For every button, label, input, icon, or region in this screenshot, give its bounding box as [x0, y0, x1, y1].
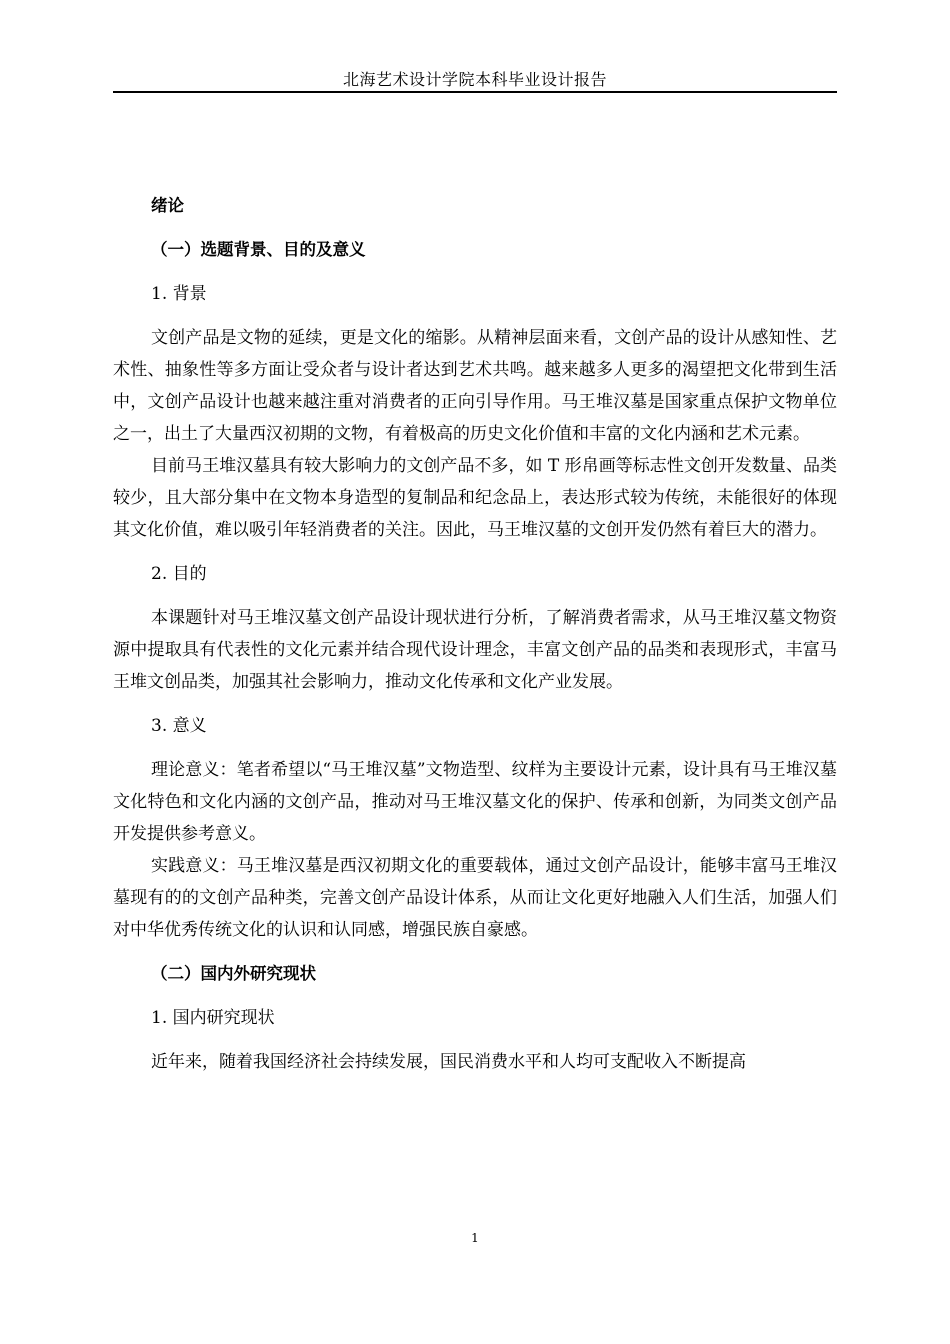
page-number: 1: [471, 1231, 479, 1245]
subsection-heading-domestic: 1. 国内研究现状: [151, 1008, 275, 1028]
subsection-heading-background: 1. 背景: [151, 284, 207, 304]
section-heading-research-status: （二）国内外研究现状: [151, 964, 316, 983]
chapter-title: 绪论: [151, 196, 184, 215]
header-divider: [113, 91, 837, 93]
paragraph: 文创产品是文物的延续，更是文化的缩影。从精神层面来看，文创产品的设计从感知性、艺术性、抽象性等多方面让受众者与设计者达到艺术共鸣。越来越多人更多的渴望把文化带到生活中，文创产品设计也越来越注重对消费者的正向引导作用。马王堆汉墓是国家重点保护文物单位之一，出土了大量西汉初期的文物，有着极高的历史文化价值和丰富的文化内涵和艺术元素。: [113, 328, 837, 444]
subsection-heading-purpose: 2. 目的: [151, 564, 207, 584]
paragraph: 实践意义：马王堆汉墓是西汉初期文化的重要载体，通过文创产品设计，能够丰富马王堆汉墓现有的的文创产品种类，完善文创产品设计体系，从而让文化更好地融入人们生活，加强人们对中华优秀传统文化的认识和认同感，增强民族自豪感。: [113, 856, 837, 940]
paragraph: 本课题针对马王堆汉墓文创产品设计现状进行分析，了解消费者需求，从马王堆汉墓文物资源中提取具有代表性的文化元素并结合现代设计理念，丰富文创产品的品类和表现形式，丰富马王堆文创品类，加强其社会影响力，推动文化传承和文化产业发展。: [113, 608, 837, 692]
document-body: [113, 190, 837, 1078]
page-header: 北海艺术设计学院本科毕业设计报告: [342, 70, 607, 89]
paragraph: 近年来，随着我国经济社会持续发展，国民消费水平和人均可支配收入不断提高: [151, 1052, 746, 1072]
subsection-heading-significance: 3. 意义: [151, 716, 207, 736]
paragraph: 目前马王堆汉墓具有较大影响力的文创产品不多，如 T 形帛画等标志性文创开发数量、品类较少，且大部分集中在文物本身造型的复制品和纪念品上，表达形式较为传统，未能很好的体现其文化价值，难以吸引年轻消费者的关注。因此，马王堆汉墓的文创开发仍然有着巨大的潜力。: [113, 456, 837, 540]
section-heading-background: （一）选题背景、目的及意义: [151, 240, 366, 259]
paragraph: 理论意义：笔者希望以“马王堆汉墓”文物造型、纹样为主要设计元素，设计具有马王堆汉墓文化特色和文化内涵的文创产品，推动对马王堆汉墓文化的保护、传承和创新，为同类文创产品开发提供参考意义。: [113, 760, 837, 844]
